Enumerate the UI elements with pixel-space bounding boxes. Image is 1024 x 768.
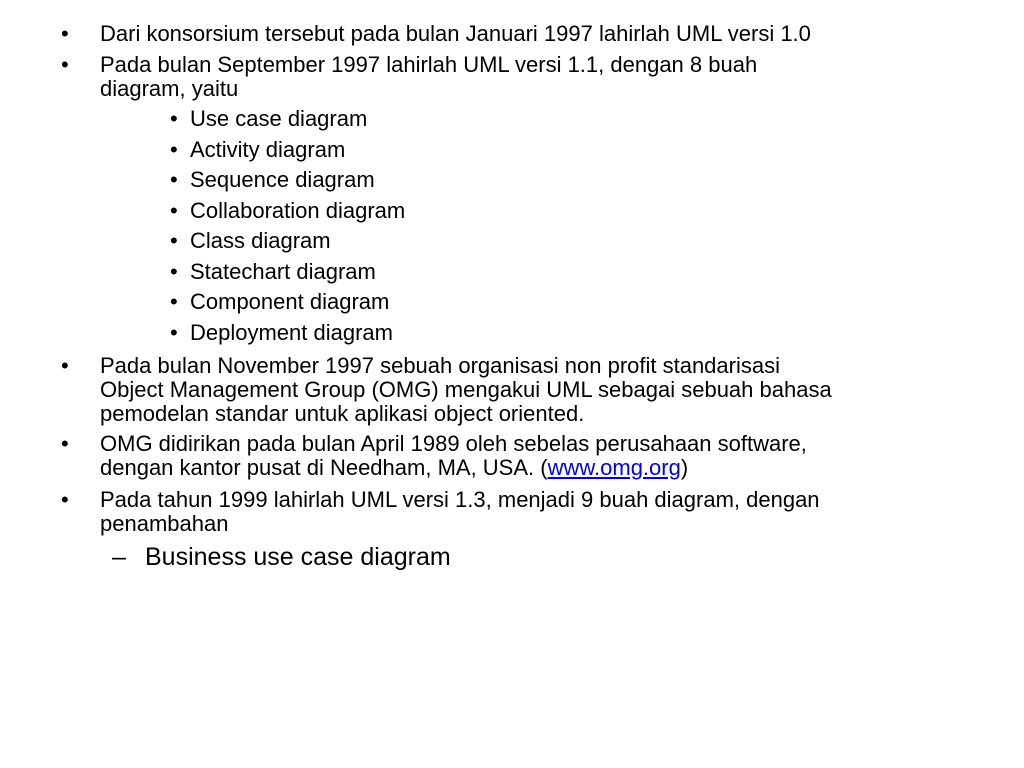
bullet-text: Class diagram	[190, 228, 331, 253]
bullet-text: Statechart diagram	[190, 259, 376, 284]
dash-marker: –	[112, 543, 126, 571]
bullet-marker: •	[61, 431, 69, 456]
bullet-marker: •	[170, 137, 178, 162]
bullet-text: Collaboration diagram	[190, 198, 406, 223]
bullet-text	[100, 432, 1000, 480]
bullet-text: Deployment diagram	[190, 320, 393, 345]
bullet-text-before-link: OMG didirikan pada bulan April 1989 oleh sebelas perusahaan software, dengan kantor pusat di Needham, MA, USA. (	[100, 431, 807, 480]
bullet-text: Sequence diagram	[190, 167, 375, 192]
bullet-text: Business use case diagram	[145, 543, 451, 571]
bullet-marker: •	[170, 228, 178, 253]
bullet-marker: •	[61, 353, 69, 378]
bullet-marker: •	[61, 487, 69, 512]
bullet-marker: •	[61, 21, 69, 46]
bullet-text: Pada tahun 1999 lahirlah UML versi 1.3, menjadi 9 buah diagram, dengan penambahan	[100, 487, 820, 536]
bullet-marker: •	[61, 52, 69, 77]
bullet-marker: •	[170, 167, 178, 192]
bullet-text: Dari konsorsium tersebut pada bulan Januari 1997 lahirlah UML versi 1.0	[100, 21, 811, 46]
bullet-text: Use case diagram	[190, 106, 368, 131]
bullet-text: Pada bulan November 1997 sebuah organisasi non profit standarisasi Object Management Group (OMG) mengakui UML sebagai sebuah bahasa pemodelan standar untuk aplikasi object oriented.	[100, 353, 832, 426]
bullet-text-after-link: )	[680, 455, 689, 480]
bullet-marker: •	[170, 259, 178, 284]
bullet-marker: •	[170, 198, 178, 223]
bullet-marker: •	[170, 320, 178, 345]
bullet-marker: •	[170, 106, 178, 131]
bullet-text: Pada bulan September 1997 lahirlah UML versi 1.1, dengan 8 buah diagram, yaitu	[100, 52, 758, 101]
bullet-text: Component diagram	[190, 289, 390, 314]
omg-website-link[interactable]: www.omg.org	[547, 455, 681, 480]
bullet-marker: •	[170, 289, 178, 314]
bullet-text: Activity diagram	[190, 137, 346, 162]
